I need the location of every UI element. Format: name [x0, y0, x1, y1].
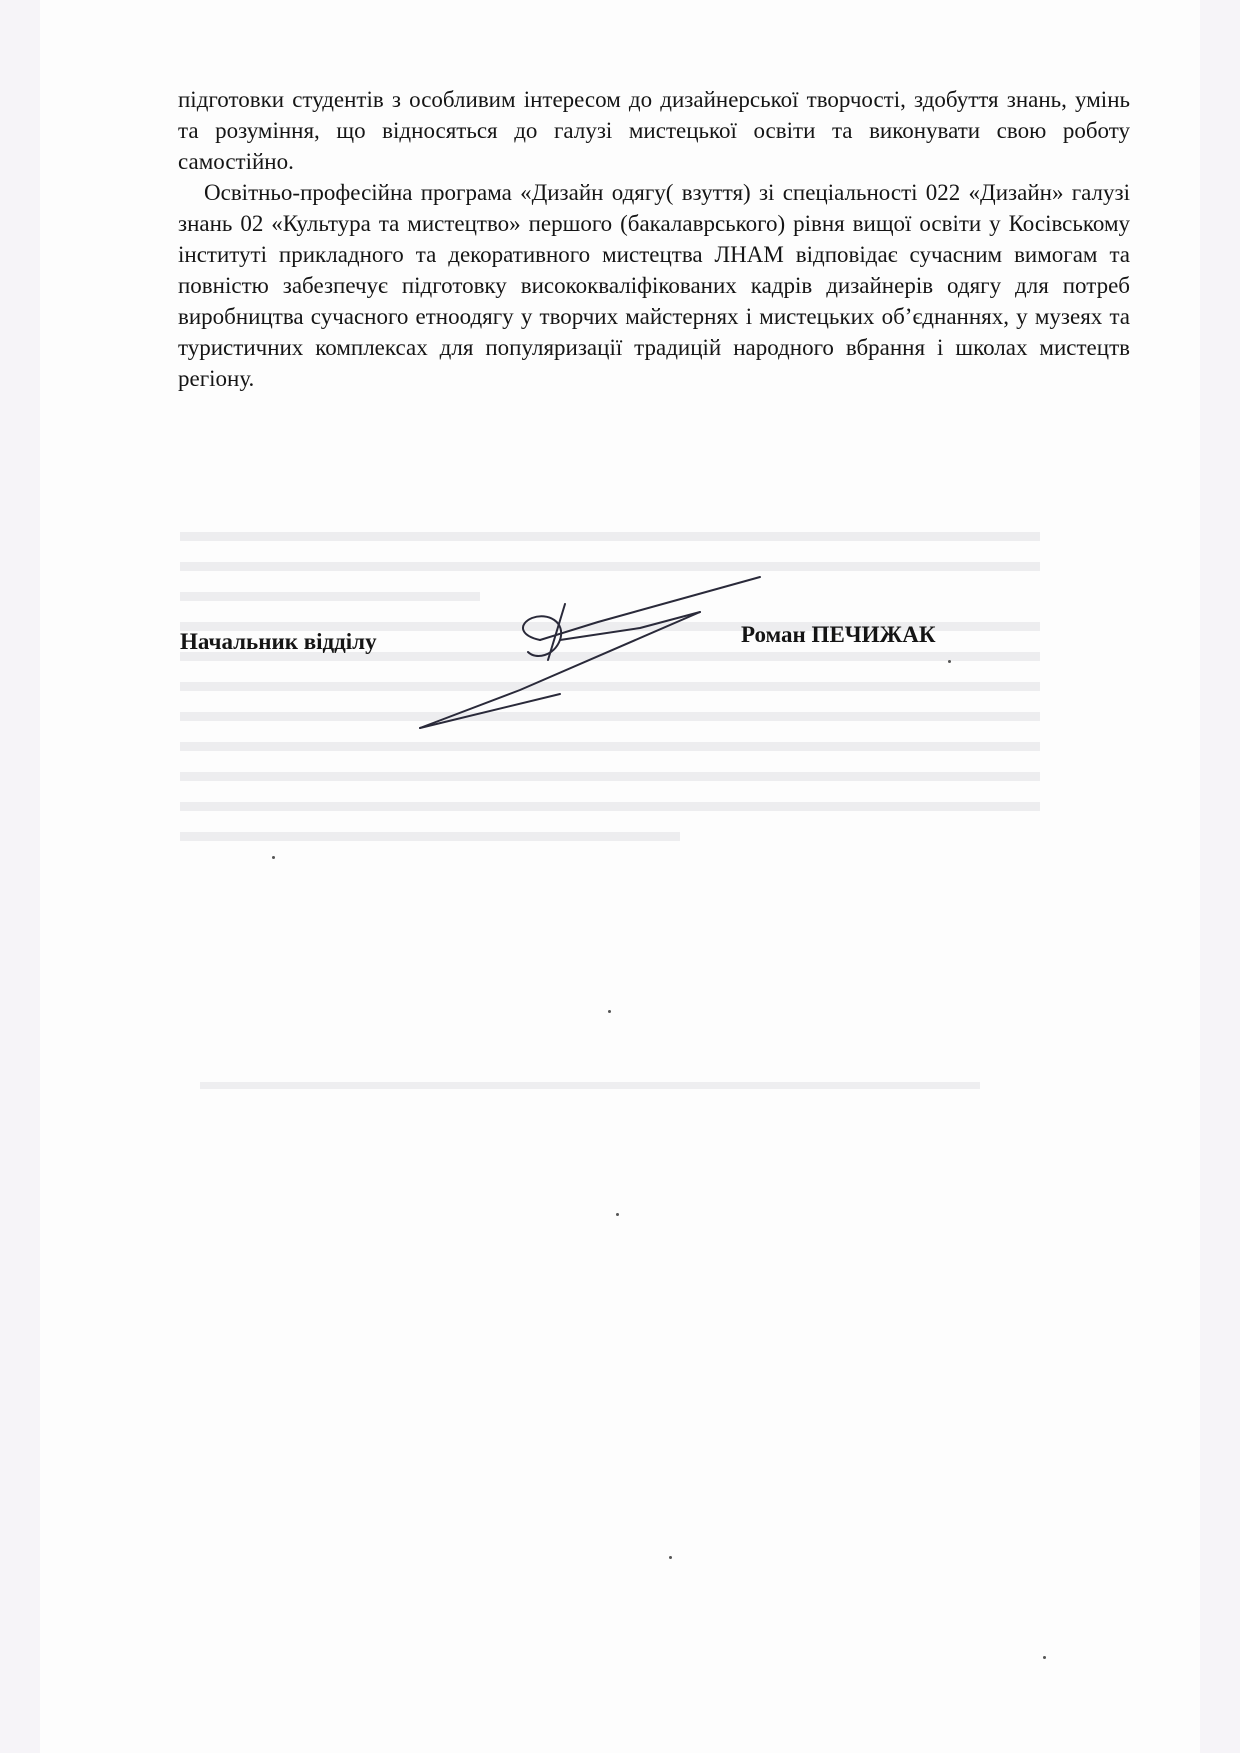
scan-speck: [948, 660, 951, 663]
signatory-name: Роман ПЕЧИЖАК: [741, 622, 936, 647]
signatory-position: Начальник відділу: [180, 629, 377, 654]
scan-speck: [1043, 1656, 1046, 1659]
scan-speck: [669, 1556, 672, 1559]
body-text: [178, 84, 1130, 394]
paragraph-program-description: Освітньо-професійна програма «Дизайн одягу( взуття) зі спеціальності 022 «Дизайн» галузі знань 02 «Культура та мистецтво» першого (бакалаврського) рівня вищої освіти у Косівському інституті прикладного та декоративного мистецтва ЛНАМ відповідає сучасним вимогам та повністю забезпечує підготовку висококваліфікованих кадрів дизайнерів одягу для потреб виробництва сучасного етноодягу у творчих майстернях і мистецьких об’єднаннях, у музеях та туристичних комплексах для популяризації традицій народного вбрання і школах мистецтв регіону.: [178, 180, 1130, 391]
scan-speck: [272, 856, 275, 859]
scan-speck: [608, 1010, 611, 1013]
scan-speck: [616, 1213, 619, 1216]
paragraph-continuation: підготовки студентів з особливим інтересом до дизайнерської творчості, здобуття знань, умінь та розуміння, що відносяться до галузі мистецької освіти та виконувати свою роботу самостійно.: [178, 87, 1130, 174]
